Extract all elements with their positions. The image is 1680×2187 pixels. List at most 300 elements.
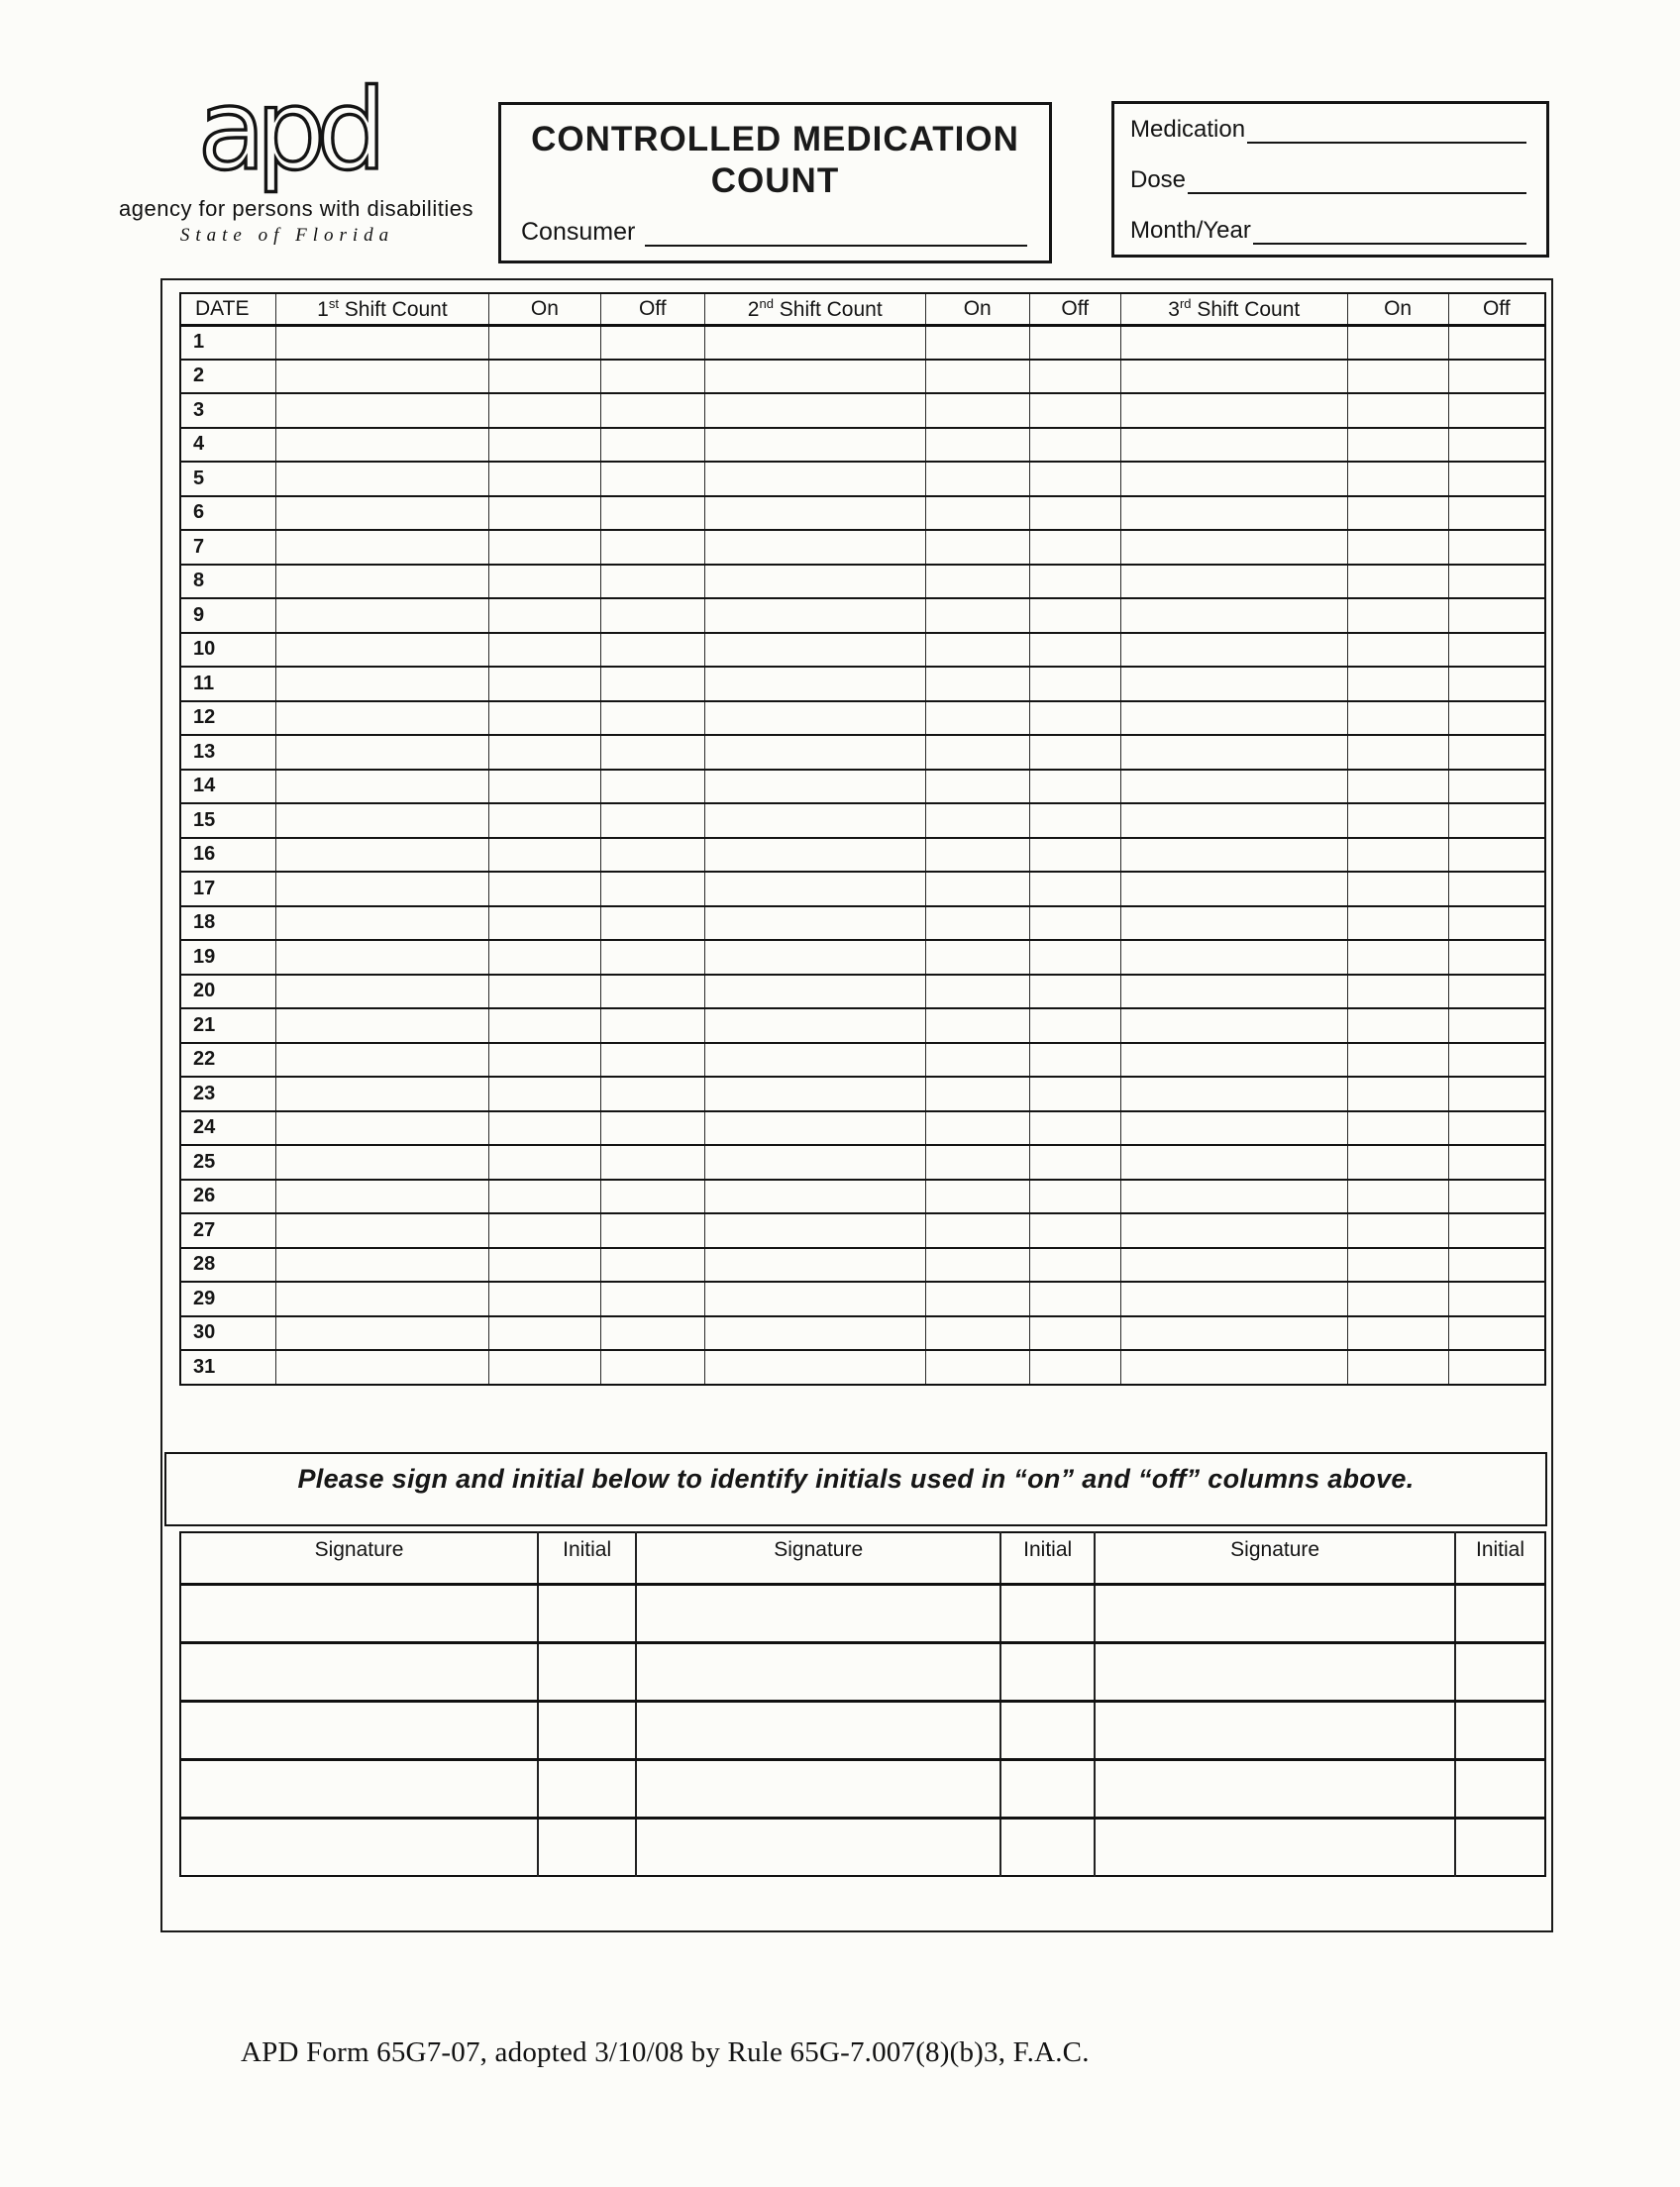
count-entry-cell[interactable] <box>488 1077 600 1111</box>
count-entry-cell[interactable] <box>488 1180 600 1214</box>
count-entry-cell[interactable] <box>600 1145 704 1180</box>
initial-entry-cell[interactable] <box>538 1584 636 1642</box>
count-entry-cell[interactable] <box>1029 530 1120 565</box>
count-entry-cell[interactable] <box>704 1008 925 1043</box>
count-entry-cell[interactable] <box>1029 496 1120 531</box>
count-entry-cell[interactable] <box>1029 838 1120 873</box>
count-entry-cell[interactable] <box>600 360 704 394</box>
count-entry-cell[interactable] <box>600 1111 704 1146</box>
count-entry-cell[interactable] <box>275 496 488 531</box>
count-entry-cell[interactable] <box>925 1180 1029 1214</box>
initial-entry-cell[interactable] <box>538 1642 636 1701</box>
signature-entry-cell[interactable] <box>180 1818 538 1876</box>
count-entry-cell[interactable] <box>704 1316 925 1351</box>
count-entry-cell[interactable] <box>1347 1350 1448 1385</box>
count-entry-cell[interactable] <box>488 838 600 873</box>
count-entry-cell[interactable] <box>1120 565 1347 599</box>
count-entry-cell[interactable] <box>1029 701 1120 736</box>
count-entry-cell[interactable] <box>1120 428 1347 463</box>
signature-entry-cell[interactable] <box>1095 1584 1455 1642</box>
count-entry-cell[interactable] <box>704 393 925 428</box>
signature-entry-cell[interactable] <box>1095 1701 1455 1759</box>
signature-entry-cell[interactable] <box>636 1701 1000 1759</box>
count-entry-cell[interactable] <box>1029 1077 1120 1111</box>
count-entry-cell[interactable] <box>488 803 600 838</box>
count-entry-cell[interactable] <box>275 565 488 599</box>
count-entry-cell[interactable] <box>1120 462 1347 496</box>
count-entry-cell[interactable] <box>1347 1111 1448 1146</box>
signature-entry-cell[interactable] <box>1095 1818 1455 1876</box>
count-entry-cell[interactable] <box>1448 1350 1545 1385</box>
count-entry-cell[interactable] <box>1347 1180 1448 1214</box>
count-entry-cell[interactable] <box>275 1180 488 1214</box>
count-entry-cell[interactable] <box>275 393 488 428</box>
count-entry-cell[interactable] <box>1029 462 1120 496</box>
count-entry-cell[interactable] <box>488 360 600 394</box>
signature-entry-cell[interactable] <box>180 1584 538 1642</box>
count-entry-cell[interactable] <box>488 565 600 599</box>
count-entry-cell[interactable] <box>704 1213 925 1248</box>
count-entry-cell[interactable] <box>275 325 488 360</box>
count-entry-cell[interactable] <box>600 735 704 770</box>
count-entry-cell[interactable] <box>488 1008 600 1043</box>
count-entry-cell[interactable] <box>1029 1043 1120 1078</box>
initial-entry-cell[interactable] <box>1000 1759 1095 1818</box>
count-entry-cell[interactable] <box>275 872 488 906</box>
count-entry-cell[interactable] <box>1347 1282 1448 1316</box>
count-entry-cell[interactable] <box>488 1145 600 1180</box>
count-entry-cell[interactable] <box>1120 1077 1347 1111</box>
count-entry-cell[interactable] <box>1029 975 1120 1009</box>
count-entry-cell[interactable] <box>275 770 488 804</box>
count-entry-cell[interactable] <box>925 872 1029 906</box>
signature-entry-cell[interactable] <box>636 1818 1000 1876</box>
count-entry-cell[interactable] <box>600 1213 704 1248</box>
count-entry-cell[interactable] <box>925 1043 1029 1078</box>
count-entry-cell[interactable] <box>600 393 704 428</box>
count-entry-cell[interactable] <box>1448 598 1545 633</box>
count-entry-cell[interactable] <box>704 496 925 531</box>
count-entry-cell[interactable] <box>600 872 704 906</box>
count-entry-cell[interactable] <box>1120 393 1347 428</box>
count-entry-cell[interactable] <box>704 701 925 736</box>
count-entry-cell[interactable] <box>1347 1008 1448 1043</box>
signature-entry-cell[interactable] <box>636 1584 1000 1642</box>
count-entry-cell[interactable] <box>1029 1316 1120 1351</box>
count-entry-cell[interactable] <box>704 803 925 838</box>
count-entry-cell[interactable] <box>1347 462 1448 496</box>
count-entry-cell[interactable] <box>925 360 1029 394</box>
count-entry-cell[interactable] <box>1448 360 1545 394</box>
count-entry-cell[interactable] <box>925 565 1029 599</box>
count-entry-cell[interactable] <box>1029 872 1120 906</box>
count-entry-cell[interactable] <box>488 975 600 1009</box>
count-entry-cell[interactable] <box>925 1282 1029 1316</box>
count-entry-cell[interactable] <box>925 1145 1029 1180</box>
count-entry-cell[interactable] <box>275 803 488 838</box>
count-entry-cell[interactable] <box>1448 1316 1545 1351</box>
count-entry-cell[interactable] <box>488 667 600 701</box>
count-entry-cell[interactable] <box>704 598 925 633</box>
count-entry-cell[interactable] <box>1120 872 1347 906</box>
count-entry-cell[interactable] <box>1347 325 1448 360</box>
count-entry-cell[interactable] <box>704 1077 925 1111</box>
count-entry-cell[interactable] <box>704 1282 925 1316</box>
count-entry-cell[interactable] <box>704 565 925 599</box>
count-entry-cell[interactable] <box>1448 838 1545 873</box>
count-entry-cell[interactable] <box>1448 633 1545 668</box>
count-entry-cell[interactable] <box>1029 1008 1120 1043</box>
count-entry-cell[interactable] <box>488 1043 600 1078</box>
initial-entry-cell[interactable] <box>538 1701 636 1759</box>
count-entry-cell[interactable] <box>488 770 600 804</box>
count-entry-cell[interactable] <box>488 1111 600 1146</box>
count-entry-cell[interactable] <box>704 462 925 496</box>
count-entry-cell[interactable] <box>1029 1111 1120 1146</box>
count-entry-cell[interactable] <box>488 1213 600 1248</box>
count-entry-cell[interactable] <box>488 1248 600 1283</box>
count-entry-cell[interactable] <box>488 633 600 668</box>
count-entry-cell[interactable] <box>488 325 600 360</box>
count-entry-cell[interactable] <box>488 530 600 565</box>
count-entry-cell[interactable] <box>1448 393 1545 428</box>
count-entry-cell[interactable] <box>1120 1248 1347 1283</box>
count-entry-cell[interactable] <box>600 1180 704 1214</box>
count-entry-cell[interactable] <box>704 975 925 1009</box>
initial-entry-cell[interactable] <box>1000 1701 1095 1759</box>
count-entry-cell[interactable] <box>600 1282 704 1316</box>
count-entry-cell[interactable] <box>1448 906 1545 941</box>
count-entry-cell[interactable] <box>1120 667 1347 701</box>
count-entry-cell[interactable] <box>1347 530 1448 565</box>
count-entry-cell[interactable] <box>925 1111 1029 1146</box>
count-entry-cell[interactable] <box>275 940 488 975</box>
count-entry-cell[interactable] <box>925 428 1029 463</box>
count-entry-cell[interactable] <box>1347 598 1448 633</box>
count-entry-cell[interactable] <box>275 598 488 633</box>
count-entry-cell[interactable] <box>1448 428 1545 463</box>
count-entry-cell[interactable] <box>1347 735 1448 770</box>
count-entry-cell[interactable] <box>1120 360 1347 394</box>
count-entry-cell[interactable] <box>275 1282 488 1316</box>
count-entry-cell[interactable] <box>704 667 925 701</box>
count-entry-cell[interactable] <box>275 735 488 770</box>
count-entry-cell[interactable] <box>704 633 925 668</box>
count-entry-cell[interactable] <box>275 701 488 736</box>
count-entry-cell[interactable] <box>1029 360 1120 394</box>
count-entry-cell[interactable] <box>1347 393 1448 428</box>
count-entry-cell[interactable] <box>1029 1282 1120 1316</box>
count-entry-cell[interactable] <box>1029 940 1120 975</box>
count-entry-cell[interactable] <box>1448 1008 1545 1043</box>
initial-entry-cell[interactable] <box>1455 1759 1545 1818</box>
count-entry-cell[interactable] <box>1120 1145 1347 1180</box>
count-entry-cell[interactable] <box>275 975 488 1009</box>
count-entry-cell[interactable] <box>925 325 1029 360</box>
count-entry-cell[interactable] <box>600 1248 704 1283</box>
count-entry-cell[interactable] <box>600 428 704 463</box>
count-entry-cell[interactable] <box>1347 496 1448 531</box>
count-entry-cell[interactable] <box>925 1248 1029 1283</box>
count-entry-cell[interactable] <box>704 1180 925 1214</box>
signature-entry-cell[interactable] <box>180 1642 538 1701</box>
count-entry-cell[interactable] <box>1120 496 1347 531</box>
count-entry-cell[interactable] <box>1120 770 1347 804</box>
count-entry-cell[interactable] <box>488 872 600 906</box>
count-entry-cell[interactable] <box>275 530 488 565</box>
count-entry-cell[interactable] <box>704 906 925 941</box>
count-entry-cell[interactable] <box>1029 633 1120 668</box>
count-entry-cell[interactable] <box>1448 770 1545 804</box>
count-entry-cell[interactable] <box>1029 565 1120 599</box>
count-entry-cell[interactable] <box>1448 701 1545 736</box>
count-entry-cell[interactable] <box>925 667 1029 701</box>
count-entry-cell[interactable] <box>600 1043 704 1078</box>
count-entry-cell[interactable] <box>1448 940 1545 975</box>
count-entry-cell[interactable] <box>925 393 1029 428</box>
count-entry-cell[interactable] <box>488 735 600 770</box>
count-entry-cell[interactable] <box>704 940 925 975</box>
count-entry-cell[interactable] <box>1448 803 1545 838</box>
count-entry-cell[interactable] <box>1347 1213 1448 1248</box>
count-entry-cell[interactable] <box>600 906 704 941</box>
count-entry-cell[interactable] <box>1120 1180 1347 1214</box>
initial-entry-cell[interactable] <box>1455 1642 1545 1701</box>
count-entry-cell[interactable] <box>600 770 704 804</box>
count-entry-cell[interactable] <box>1120 803 1347 838</box>
count-entry-cell[interactable] <box>488 1350 600 1385</box>
count-entry-cell[interactable] <box>704 1350 925 1385</box>
count-entry-cell[interactable] <box>1347 1316 1448 1351</box>
count-entry-cell[interactable] <box>925 633 1029 668</box>
count-entry-cell[interactable] <box>600 496 704 531</box>
count-entry-cell[interactable] <box>925 975 1029 1009</box>
count-entry-cell[interactable] <box>1347 667 1448 701</box>
initial-entry-cell[interactable] <box>1455 1701 1545 1759</box>
count-entry-cell[interactable] <box>1120 1043 1347 1078</box>
count-entry-cell[interactable] <box>600 975 704 1009</box>
signature-entry-cell[interactable] <box>180 1701 538 1759</box>
count-entry-cell[interactable] <box>1029 735 1120 770</box>
count-entry-cell[interactable] <box>600 940 704 975</box>
count-entry-cell[interactable] <box>275 1145 488 1180</box>
count-entry-cell[interactable] <box>925 735 1029 770</box>
count-entry-cell[interactable] <box>600 1008 704 1043</box>
count-entry-cell[interactable] <box>1029 1213 1120 1248</box>
count-entry-cell[interactable] <box>275 1111 488 1146</box>
count-entry-cell[interactable] <box>1448 462 1545 496</box>
count-entry-cell[interactable] <box>1120 906 1347 941</box>
count-entry-cell[interactable] <box>704 838 925 873</box>
count-entry-cell[interactable] <box>925 1077 1029 1111</box>
initial-entry-cell[interactable] <box>538 1818 636 1876</box>
count-entry-cell[interactable] <box>488 1316 600 1351</box>
count-entry-cell[interactable] <box>488 940 600 975</box>
count-entry-cell[interactable] <box>1120 1282 1347 1316</box>
count-entry-cell[interactable] <box>1448 325 1545 360</box>
count-entry-cell[interactable] <box>1029 1145 1120 1180</box>
count-entry-cell[interactable] <box>275 838 488 873</box>
signature-entry-cell[interactable] <box>636 1759 1000 1818</box>
count-entry-cell[interactable] <box>1347 940 1448 975</box>
count-entry-cell[interactable] <box>1347 975 1448 1009</box>
count-entry-cell[interactable] <box>1448 975 1545 1009</box>
count-entry-cell[interactable] <box>1347 633 1448 668</box>
count-entry-cell[interactable] <box>1120 838 1347 873</box>
count-entry-cell[interactable] <box>275 1350 488 1385</box>
count-entry-cell[interactable] <box>1448 1213 1545 1248</box>
count-entry-cell[interactable] <box>1347 1145 1448 1180</box>
count-entry-cell[interactable] <box>925 906 1029 941</box>
initial-entry-cell[interactable] <box>1455 1584 1545 1642</box>
count-entry-cell[interactable] <box>600 633 704 668</box>
count-entry-cell[interactable] <box>1120 735 1347 770</box>
count-entry-cell[interactable] <box>488 393 600 428</box>
count-entry-cell[interactable] <box>600 838 704 873</box>
count-entry-cell[interactable] <box>925 940 1029 975</box>
count-entry-cell[interactable] <box>1120 633 1347 668</box>
count-entry-cell[interactable] <box>1029 598 1120 633</box>
count-entry-cell[interactable] <box>1120 940 1347 975</box>
count-entry-cell[interactable] <box>488 462 600 496</box>
count-entry-cell[interactable] <box>1347 770 1448 804</box>
count-entry-cell[interactable] <box>1120 701 1347 736</box>
medication-input-line[interactable] <box>1247 120 1526 144</box>
count-entry-cell[interactable] <box>488 428 600 463</box>
count-entry-cell[interactable] <box>1120 598 1347 633</box>
count-entry-cell[interactable] <box>600 1316 704 1351</box>
count-entry-cell[interactable] <box>1120 1008 1347 1043</box>
count-entry-cell[interactable] <box>1448 735 1545 770</box>
count-entry-cell[interactable] <box>275 462 488 496</box>
count-entry-cell[interactable] <box>704 530 925 565</box>
count-entry-cell[interactable] <box>1347 838 1448 873</box>
count-entry-cell[interactable] <box>1448 1077 1545 1111</box>
count-entry-cell[interactable] <box>1448 530 1545 565</box>
count-entry-cell[interactable] <box>925 701 1029 736</box>
count-entry-cell[interactable] <box>704 1248 925 1283</box>
count-entry-cell[interactable] <box>1120 1111 1347 1146</box>
count-entry-cell[interactable] <box>925 838 1029 873</box>
count-entry-cell[interactable] <box>1448 1043 1545 1078</box>
count-entry-cell[interactable] <box>704 1145 925 1180</box>
count-entry-cell[interactable] <box>1448 667 1545 701</box>
count-entry-cell[interactable] <box>1347 1248 1448 1283</box>
count-entry-cell[interactable] <box>1448 1180 1545 1214</box>
count-entry-cell[interactable] <box>704 360 925 394</box>
count-entry-cell[interactable] <box>1448 1282 1545 1316</box>
count-entry-cell[interactable] <box>925 1350 1029 1385</box>
count-entry-cell[interactable] <box>600 462 704 496</box>
count-entry-cell[interactable] <box>275 1316 488 1351</box>
count-entry-cell[interactable] <box>600 701 704 736</box>
count-entry-cell[interactable] <box>600 325 704 360</box>
count-entry-cell[interactable] <box>704 1043 925 1078</box>
count-entry-cell[interactable] <box>704 770 925 804</box>
initial-entry-cell[interactable] <box>538 1759 636 1818</box>
signature-entry-cell[interactable] <box>636 1642 1000 1701</box>
count-entry-cell[interactable] <box>925 1316 1029 1351</box>
consumer-input-line[interactable] <box>645 221 1027 247</box>
count-entry-cell[interactable] <box>1347 803 1448 838</box>
count-entry-cell[interactable] <box>1120 1350 1347 1385</box>
count-entry-cell[interactable] <box>1029 393 1120 428</box>
count-entry-cell[interactable] <box>600 565 704 599</box>
initial-entry-cell[interactable] <box>1455 1818 1545 1876</box>
count-entry-cell[interactable] <box>1448 1248 1545 1283</box>
count-entry-cell[interactable] <box>1347 360 1448 394</box>
count-entry-cell[interactable] <box>600 1350 704 1385</box>
count-entry-cell[interactable] <box>1347 565 1448 599</box>
signature-entry-cell[interactable] <box>1095 1642 1455 1701</box>
count-entry-cell[interactable] <box>488 598 600 633</box>
count-entry-cell[interactable] <box>704 1111 925 1146</box>
count-entry-cell[interactable] <box>488 1282 600 1316</box>
count-entry-cell[interactable] <box>1029 667 1120 701</box>
count-entry-cell[interactable] <box>275 428 488 463</box>
count-entry-cell[interactable] <box>275 667 488 701</box>
count-entry-cell[interactable] <box>704 872 925 906</box>
count-entry-cell[interactable] <box>1347 1077 1448 1111</box>
count-entry-cell[interactable] <box>275 633 488 668</box>
month-year-input-line[interactable] <box>1253 221 1526 245</box>
count-entry-cell[interactable] <box>1029 325 1120 360</box>
count-entry-cell[interactable] <box>1029 1180 1120 1214</box>
count-entry-cell[interactable] <box>704 428 925 463</box>
count-entry-cell[interactable] <box>1029 770 1120 804</box>
count-entry-cell[interactable] <box>600 1077 704 1111</box>
count-entry-cell[interactable] <box>600 530 704 565</box>
count-entry-cell[interactable] <box>1347 906 1448 941</box>
count-entry-cell[interactable] <box>600 667 704 701</box>
count-entry-cell[interactable] <box>1448 1111 1545 1146</box>
count-entry-cell[interactable] <box>1029 428 1120 463</box>
count-entry-cell[interactable] <box>1029 1248 1120 1283</box>
initial-entry-cell[interactable] <box>1000 1642 1095 1701</box>
count-entry-cell[interactable] <box>1029 906 1120 941</box>
count-entry-cell[interactable] <box>1029 1350 1120 1385</box>
count-entry-cell[interactable] <box>275 1213 488 1248</box>
signature-entry-cell[interactable] <box>180 1759 538 1818</box>
initial-entry-cell[interactable] <box>1000 1818 1095 1876</box>
count-entry-cell[interactable] <box>925 530 1029 565</box>
count-entry-cell[interactable] <box>704 735 925 770</box>
dose-input-line[interactable] <box>1188 170 1526 194</box>
count-entry-cell[interactable] <box>600 803 704 838</box>
count-entry-cell[interactable] <box>925 1008 1029 1043</box>
initial-entry-cell[interactable] <box>1000 1584 1095 1642</box>
count-entry-cell[interactable] <box>275 360 488 394</box>
count-entry-cell[interactable] <box>1347 1043 1448 1078</box>
count-entry-cell[interactable] <box>1347 428 1448 463</box>
count-entry-cell[interactable] <box>488 701 600 736</box>
count-entry-cell[interactable] <box>1448 565 1545 599</box>
count-entry-cell[interactable] <box>1120 325 1347 360</box>
count-entry-cell[interactable] <box>1448 496 1545 531</box>
count-entry-cell[interactable] <box>925 496 1029 531</box>
count-entry-cell[interactable] <box>1120 1316 1347 1351</box>
count-entry-cell[interactable] <box>1120 1213 1347 1248</box>
count-entry-cell[interactable] <box>275 1248 488 1283</box>
count-entry-cell[interactable] <box>1029 803 1120 838</box>
count-entry-cell[interactable] <box>1120 530 1347 565</box>
count-entry-cell[interactable] <box>1120 975 1347 1009</box>
count-entry-cell[interactable] <box>1347 872 1448 906</box>
count-entry-cell[interactable] <box>275 1008 488 1043</box>
count-entry-cell[interactable] <box>488 906 600 941</box>
count-entry-cell[interactable] <box>488 496 600 531</box>
count-entry-cell[interactable] <box>1347 701 1448 736</box>
